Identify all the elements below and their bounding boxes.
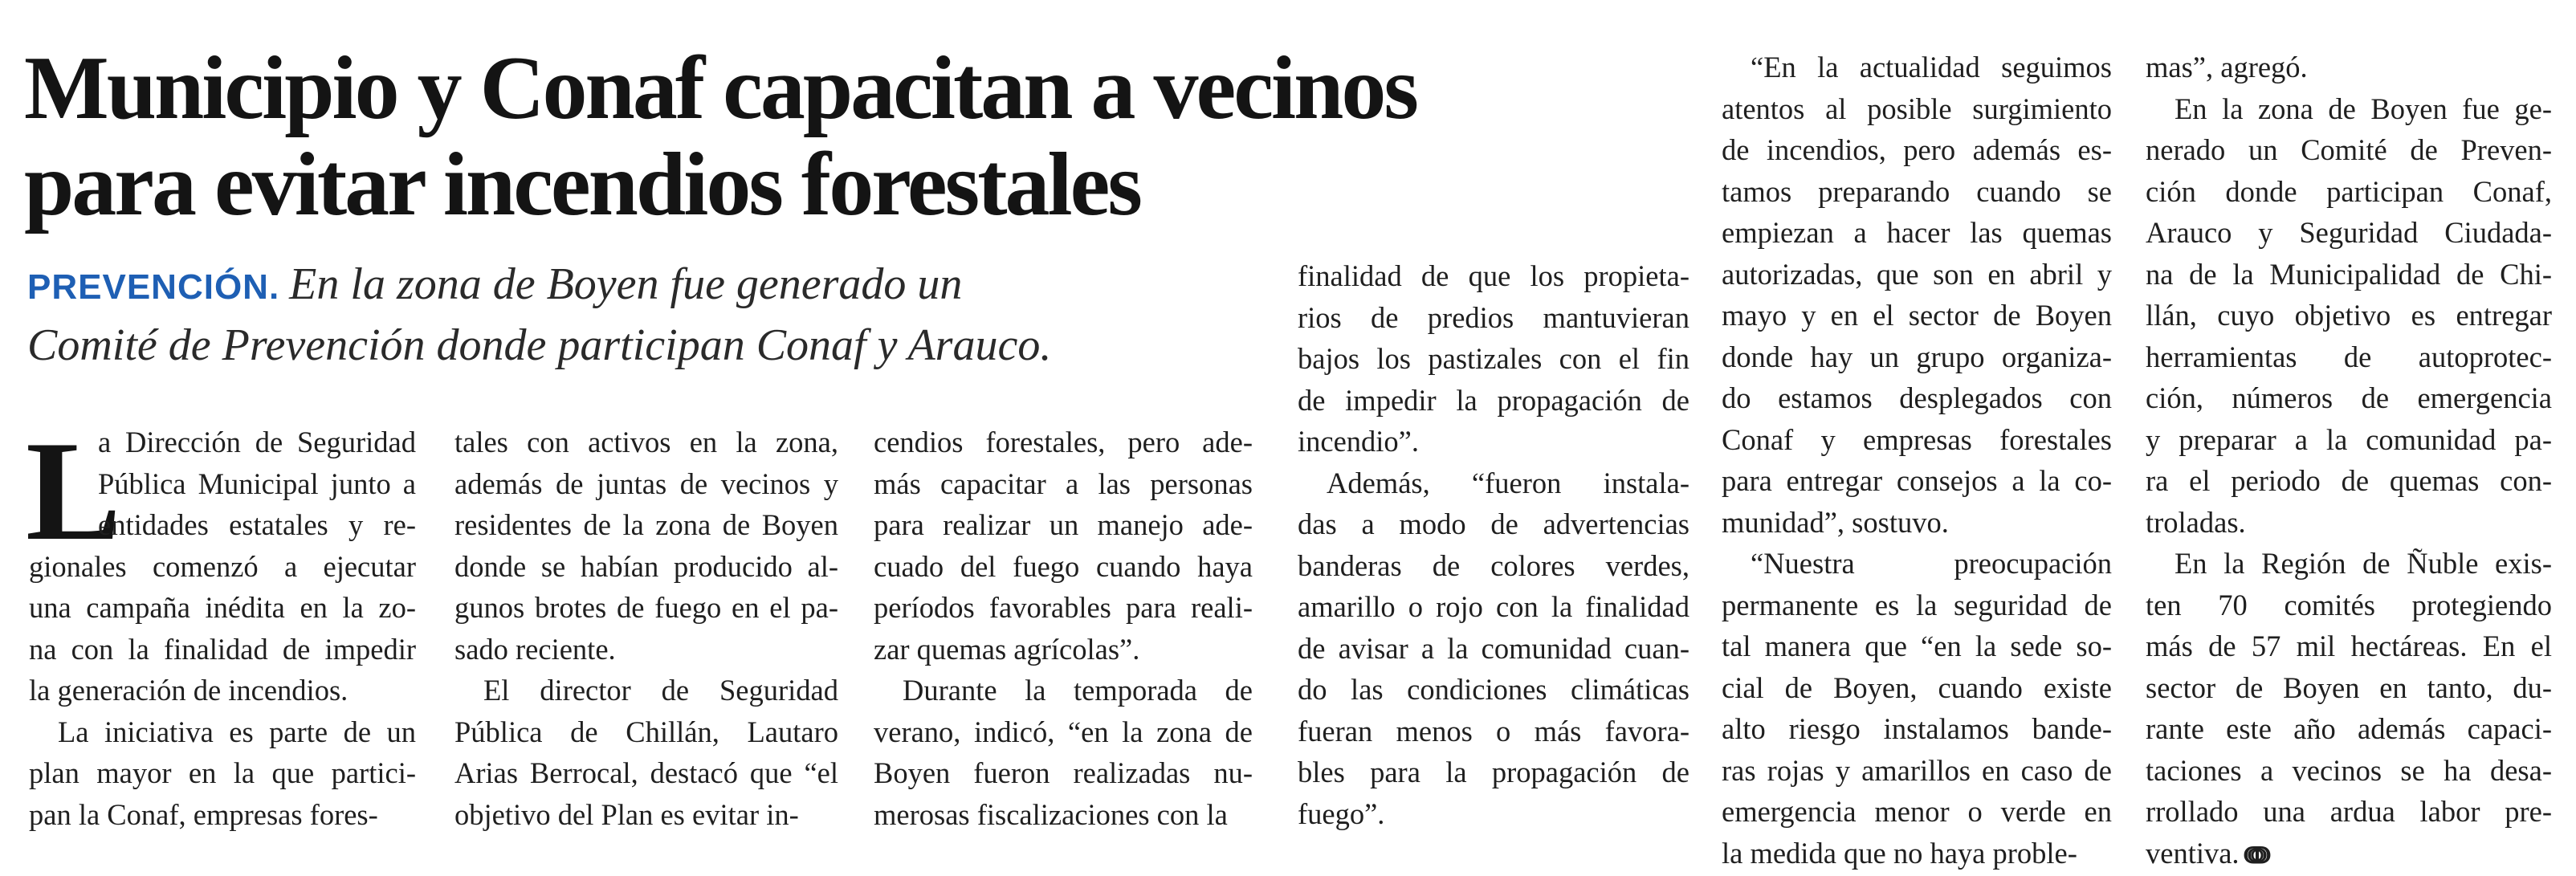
text-line: donde se habían producido al-	[454, 549, 838, 583]
text-line: gunos brotes de fuego en el pa-	[454, 591, 838, 624]
text-line: das a modo de advertencias	[1298, 507, 1689, 540]
text-line: más de 57 mil hectáreas. En el	[2146, 629, 2552, 662]
text-line: Pública de Chillán, Lautaro	[454, 715, 838, 748]
body-column-5	[1722, 47, 2112, 874]
text-line: además de juntas de vecinos y	[454, 467, 838, 500]
text-line: gionales comenzó a ejecutar	[29, 549, 416, 583]
text-line: residentes de la zona de Boyen	[454, 508, 838, 541]
headline	[24, 40, 1678, 233]
text-line: ras rojas y amarillos en caso de	[1722, 753, 2112, 787]
text-line: más capacitar a las personas	[874, 467, 1253, 500]
text-line: objetivo del Plan es evitar in-	[454, 797, 799, 831]
text-line: Conaf y empresas forestales	[1722, 422, 2112, 456]
body-column-1	[29, 422, 416, 835]
text-line: nerado un Comité de Preven-	[2146, 133, 2552, 166]
text-line: fuego”.	[1298, 797, 1385, 830]
text-line: sado reciente.	[454, 632, 616, 666]
body-column-3	[874, 422, 1253, 835]
text-line: empiezan a hacer las quemas	[1722, 216, 2112, 249]
text-line: cial de Boyen, cuando existe	[1722, 670, 2112, 704]
text-line: mayo y en el sector de Boyen	[1722, 299, 2112, 332]
text-line: zar quemas agrícolas”.	[874, 632, 1140, 666]
text-line: y preparar a la comunidad pa-	[2146, 422, 2552, 456]
text-line: bajos los pastizales con el fin	[1298, 342, 1689, 375]
text-line: do estamos desplegados con	[1722, 381, 2112, 414]
text-line: ción, números de emergencia	[2146, 381, 2552, 414]
drop-cap: L	[26, 411, 121, 570]
text-line: tamos preparando cuando se	[1722, 174, 2112, 208]
text-line: rrollado una ardua labor pre-	[2146, 795, 2552, 828]
text-line: llán, cuyo objetivo es entregar	[2146, 299, 2552, 332]
text-line: amarillo o rojo con la finalidad	[1298, 590, 1689, 623]
text-line: banderas de colores verdes,	[1298, 548, 1689, 582]
text-line: “Nuestra preocupación	[1751, 547, 2112, 580]
text-line: “En la actualidad seguimos	[1751, 51, 2112, 84]
text-line: Durante la temporada de	[903, 674, 1253, 707]
text-line: finalidad de que los propieta-	[1298, 259, 1689, 292]
text-line: bles para la propagación de	[1298, 756, 1689, 788]
text-line: autorizadas, que son en abril y	[1722, 257, 2112, 291]
text-line: la generación de incendios.	[29, 674, 348, 707]
text-line: pan la Conaf, empresas fores-	[29, 797, 378, 831]
text-line: ción donde participan Conaf,	[2146, 174, 2552, 208]
text-line: ra el periodo de quemas con-	[2146, 464, 2552, 497]
deck-line-1	[27, 255, 1280, 316]
text-line: troladas.	[2146, 505, 2246, 539]
text-line: plan mayor en la que partici-	[29, 756, 416, 789]
body-column-2	[454, 422, 838, 835]
text-line: En la zona de Boyen fue ge-	[2175, 92, 2552, 125]
text-line: herramientas de autoprotec-	[2146, 340, 2552, 373]
text-line: munidad”, sostuvo.	[1722, 505, 1949, 539]
headline-line-2: para evitar incendios forestales	[24, 135, 1140, 234]
text-line: emergencia menor o verde en	[1722, 795, 2112, 828]
text-line: La iniciativa es parte de un	[58, 715, 416, 748]
text-line: la medida que no haya proble-	[1722, 836, 2077, 870]
text-line: rante este año además capaci-	[2146, 712, 2552, 745]
deck	[27, 255, 1280, 374]
text-line: rios de predios mantuvieran	[1298, 300, 1689, 334]
kicker: PREVENCIÓN.	[27, 267, 280, 307]
text-line: para realizar un manejo ade-	[874, 508, 1253, 541]
text-line: incendio”.	[1298, 425, 1420, 458]
text-line: cendios forestales, pero ade-	[874, 426, 1253, 458]
text-line: na de la Municipalidad de Chi-	[2146, 257, 2552, 291]
text-line: tales con activos en la zona,	[454, 426, 838, 458]
text-line: alto riesgo instalamos bande-	[1722, 712, 2112, 745]
text-line: cuado del fuego cuando haya	[874, 549, 1253, 583]
text-line: períodos favorables para reali-	[874, 591, 1253, 624]
text-line: donde hay un grupo organiza-	[1722, 340, 2112, 373]
body-column-6	[2146, 47, 2552, 874]
text-line: tal manera que “en la sede so-	[1722, 629, 2112, 662]
text-line: de incendios, pero además es-	[1722, 133, 2112, 166]
text-line: do las condiciones climáticas	[1298, 673, 1689, 706]
text-line: permanente es la seguridad de	[1722, 588, 2112, 621]
text-line: de impedir la propagación de	[1298, 383, 1689, 417]
text-line: entidades estatales y re-	[98, 508, 416, 541]
text-line: mas”, agregó.	[2146, 51, 2308, 84]
text-line: En la Región de Ñuble exis-	[2175, 547, 2552, 580]
text-line: merosas fiscalizaciones con la	[874, 797, 1228, 831]
deck-line-2: Comité de Prevención donde participan Conaf y Arauco.	[27, 320, 1052, 370]
deck-text-1: En la zona de Boyen fue generado un	[289, 259, 963, 309]
text-line: de avisar a la comunidad cuan-	[1298, 631, 1689, 665]
text-line: sector de Boyen en tanto, du-	[2146, 670, 2552, 704]
text-line: atentos al posible surgimiento	[1722, 92, 2112, 125]
text-line: Boyen fueron realizadas nu-	[874, 756, 1253, 789]
text-line: para entregar consejos a la co-	[1722, 464, 2112, 497]
text-line: una campaña inédita en la zo-	[29, 591, 416, 624]
text-line: Pública Municipal junto a	[98, 467, 416, 500]
text-line: El director de Seguridad	[483, 674, 838, 707]
text-line: na con la finalidad de impedir	[29, 632, 416, 666]
text-line: ventiva. ↈ	[2146, 836, 2271, 870]
end-mark-icon: ↈ	[2244, 841, 2271, 869]
text-line: ten 70 comités protegiendo	[2146, 588, 2552, 621]
text-line: fueran menos o más favora-	[1298, 714, 1689, 748]
headline-line-1: Municipio y Conaf capacitan a vecinos	[24, 39, 1416, 138]
text-line: Arauco y Seguridad Ciudada-	[2146, 216, 2552, 249]
text-line: verano, indicó, “en la zona de	[874, 715, 1253, 748]
text-line: Arias Berrocal, destacó que “el	[454, 756, 838, 789]
body-column-4	[1298, 255, 1689, 834]
text-line: a Dirección de Seguridad	[98, 426, 416, 458]
text-line: taciones a vecinos se ha desa-	[2146, 753, 2552, 787]
text-line: Además, “fueron instala-	[1327, 466, 1689, 499]
